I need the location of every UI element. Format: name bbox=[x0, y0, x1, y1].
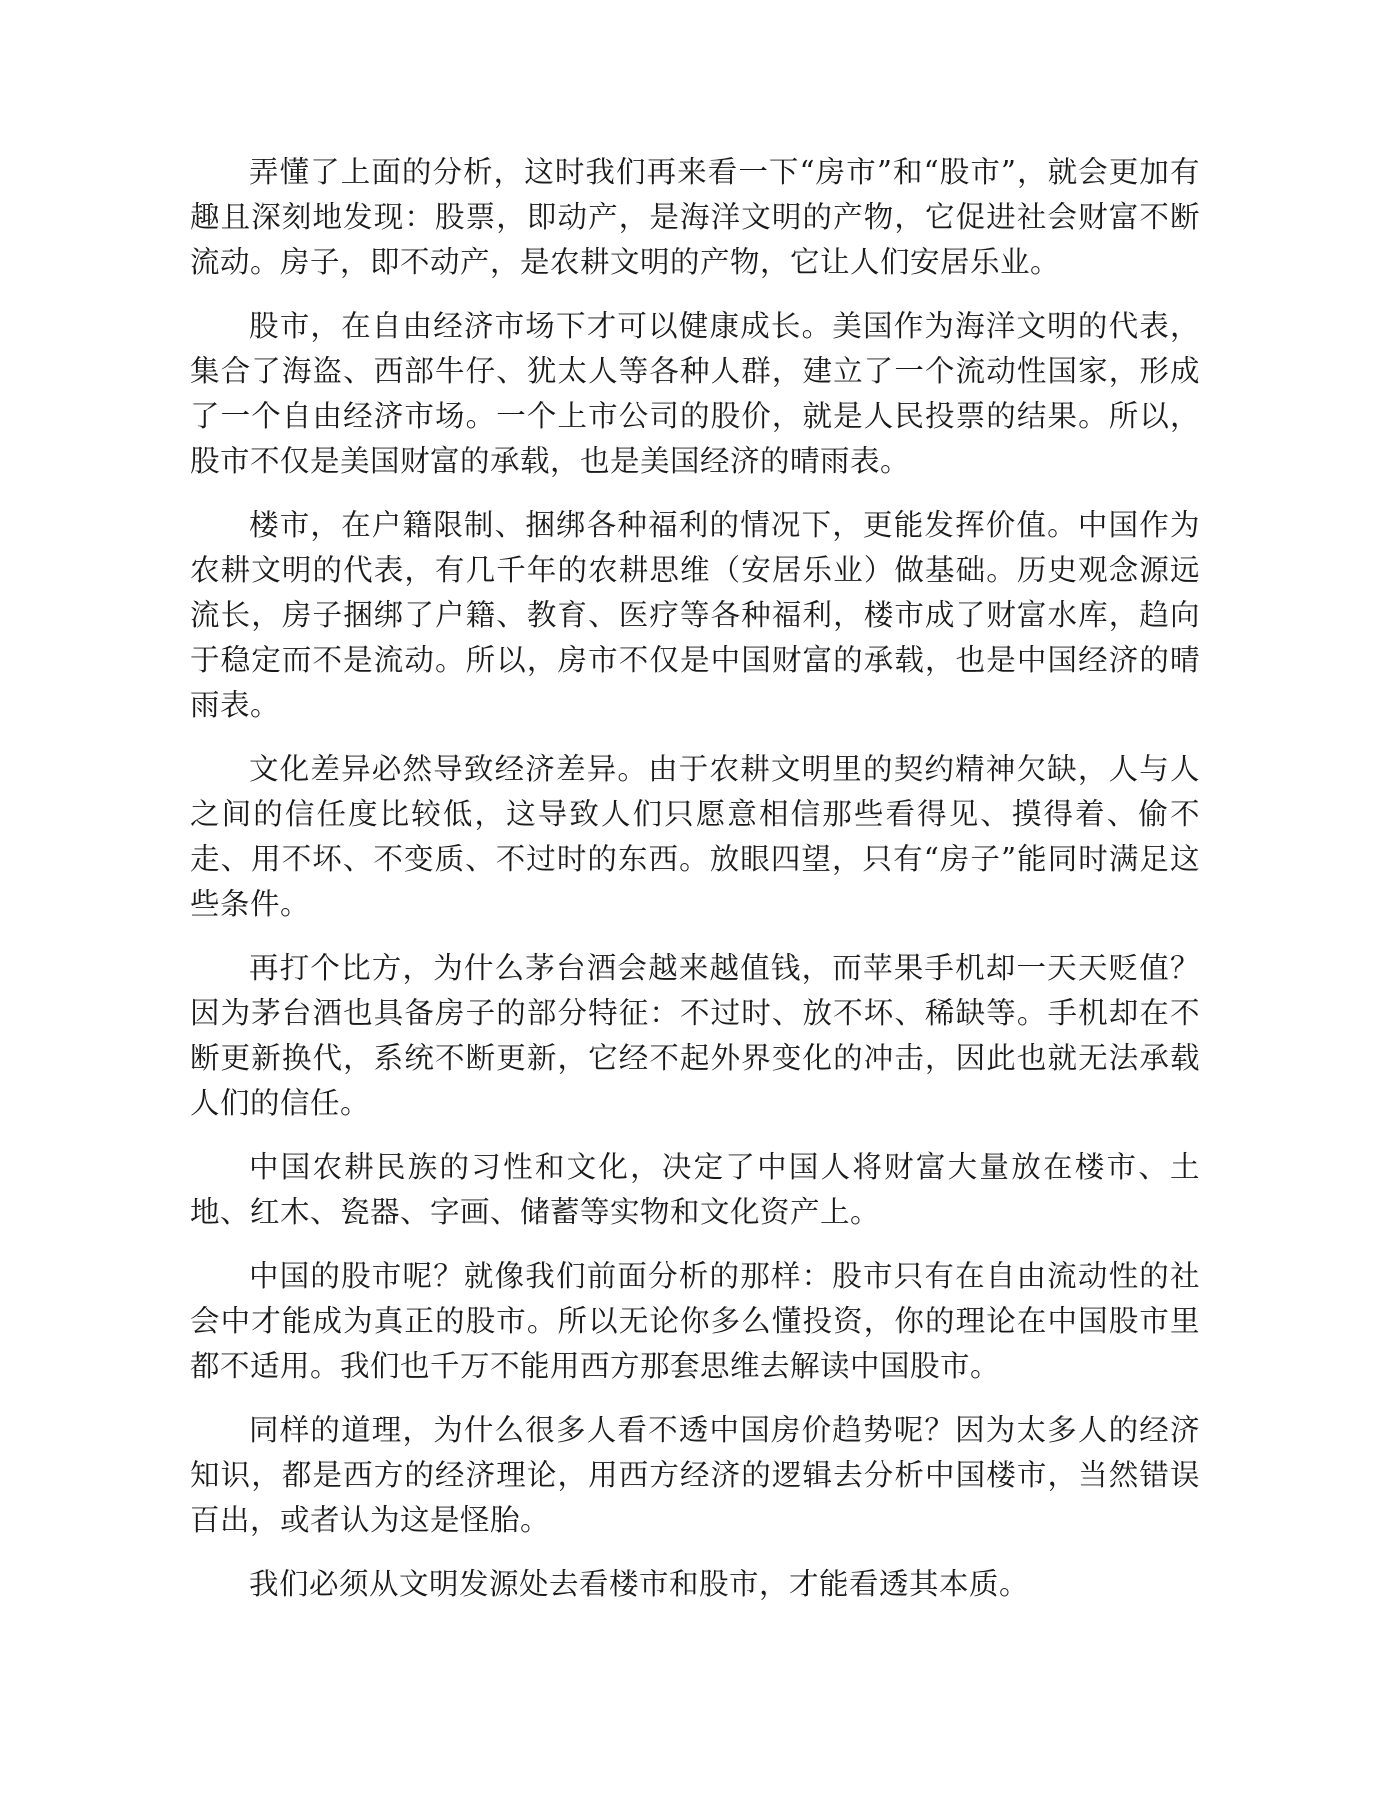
paragraph-7: 中国的股市呢？就像我们前面分析的那样：股市只有在自由流动性的社会中才能成为真正的股市。所以无论你多么懂投资，你的理论在中国股市里都不适用。我们也千万不能用西方那套思维去解读中国股市。 bbox=[190, 1259, 1200, 1383]
paragraph-6: 中国农耕民族的习性和文化，决定了中国人将财富大量放在楼市、土地、红木、瓷器、字画、储蓄等实物和文化资产上。 bbox=[190, 1150, 1200, 1229]
paragraph-1: 弄懂了上面的分析，这时我们再来看一下“房市”和“股市”，就会更加有趣且深刻地发现：股票，即动产，是海洋文明的产物，它促进社会财富不断流动。房子，即不动产，是农耕文明的产物，它让人们安居乐业。 bbox=[190, 155, 1200, 279]
paragraph-8: 同样的道理，为什么很多人看不透中国房价趋势呢？因为太多人的经济知识，都是西方的经济理论，用西方经济的逻辑去分析中国楼市，当然错误百出，或者认为这是怪胎。 bbox=[190, 1413, 1200, 1537]
paragraph-5: 再打个比方，为什么茅台酒会越来越值钱，而苹果手机却一天天贬值？因为茅台酒也具备房子的部分特征：不过时、放不坏、稀缺等。手机却在不断更新换代，系统不断更新，它经不起外界变化的冲击，因此也就无法承载人们的信任。 bbox=[190, 951, 1200, 1120]
paragraph-3: 楼市，在户籍限制、捆绑各种福利的情况下，更能发挥价值。中国作为农耕文明的代表，有几千年的农耕思维（安居乐业）做基础。历史观念源远流长，房子捆绑了户籍、教育、医疗等各种福利，楼市成了财富水库，趋向于稳定而不是流动。所以，房市不仅是中国财富的承载，也是中国经济的晴雨表。 bbox=[190, 508, 1200, 722]
paragraph-9: 我们必须从文明发源处去看楼市和股市，才能看透其本质。 bbox=[249, 1567, 1030, 1601]
body-text bbox=[190, 150, 1200, 1607]
paragraph-2: 股市，在自由经济市场下才可以健康成长。美国作为海洋文明的代表，集合了海盗、西部牛仔、犹太人等各种人群，建立了一个流动性国家，形成了一个自由经济市场。一个上市公司的股价，就是人民投票的结果。所以，股市不仅是美国财富的承载，也是美国经济的晴雨表。 bbox=[190, 309, 1200, 478]
paragraph-4: 文化差异必然导致经济差异。由于农耕文明里的契约精神欠缺，人与人之间的信任度比较低，这导致人们只愿意相信那些看得见、摸得着、偷不走、用不坏、不变质、不过时的东西。放眼四望，只有“房子”能同时满足这些条件。 bbox=[190, 752, 1200, 921]
